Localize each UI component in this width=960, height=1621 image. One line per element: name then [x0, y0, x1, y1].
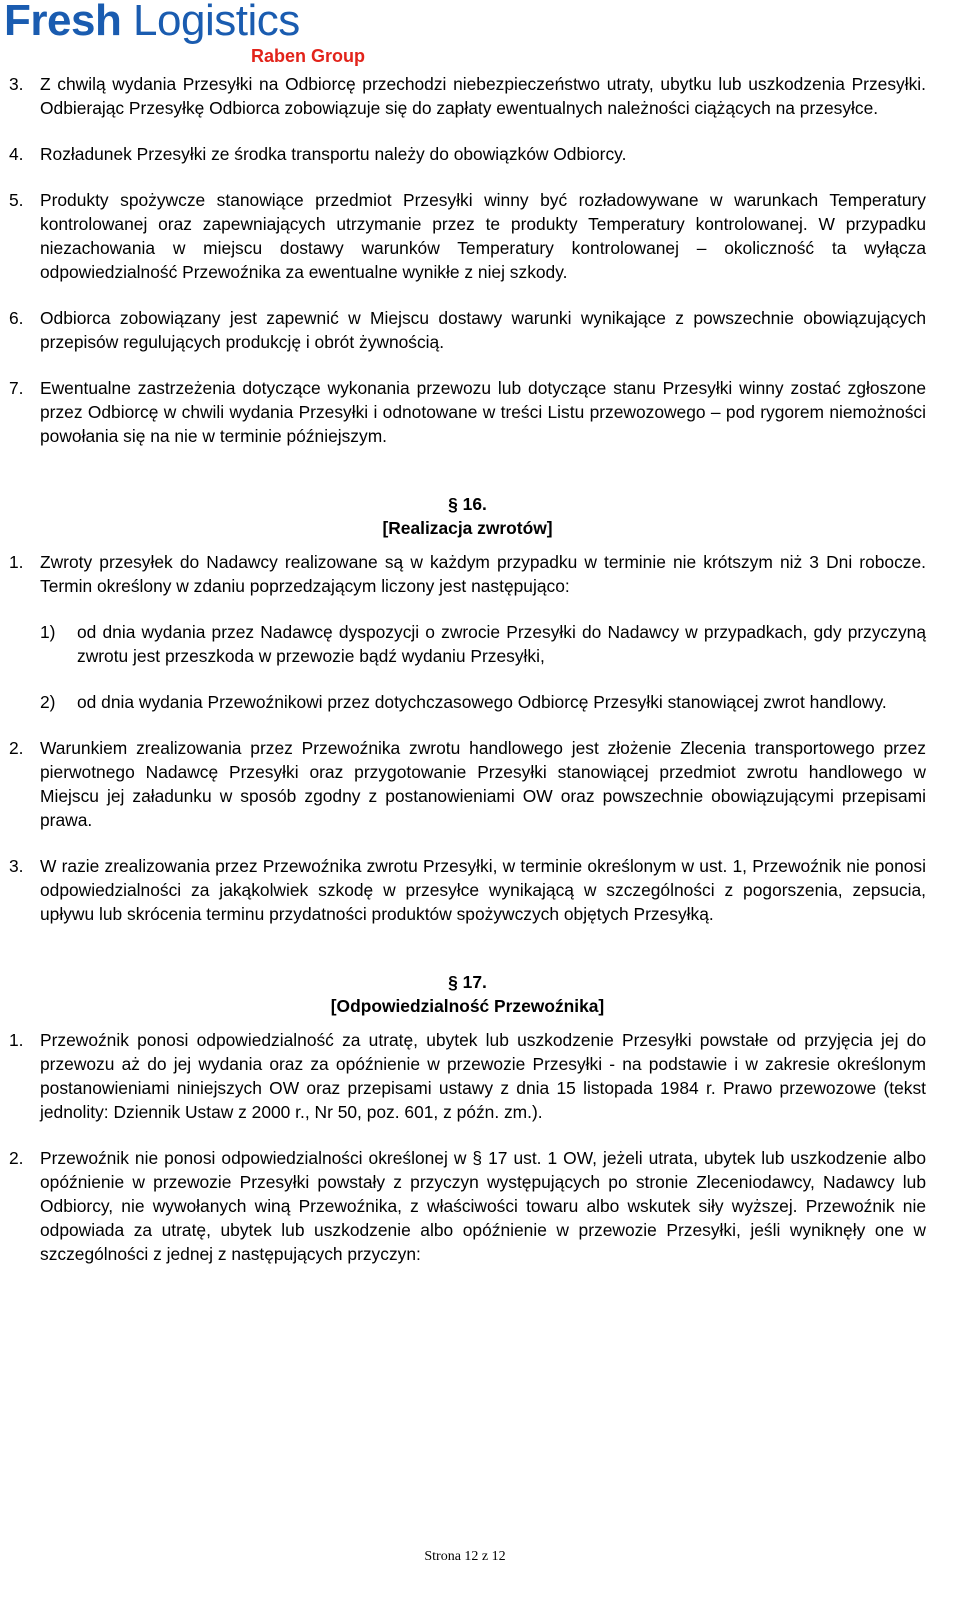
logo-brand-regular: Logistics — [121, 0, 300, 45]
sub-item-text: od dnia wydania przez Nadawcę dyspozycji o zwrocie Przesyłki do Nadawcy w przypadkach, gdy przyczyną zwrotu jest przeszkoda w przewozie bądź wydaniu Przesyłki, — [77, 622, 926, 666]
item-number: 7. — [9, 378, 24, 398]
list-item — [9, 736, 926, 832]
section-heading-16 — [9, 492, 926, 540]
logo-brand — [4, 0, 300, 46]
item-number: 1. — [9, 552, 24, 572]
sub-item-text: od dnia wydania Przewoźnikowi przez dotychczasowego Odbiorcę Przesyłki stanowiącej zwrot handlowy. — [77, 692, 887, 712]
page-footer: Strona 12 z 12 — [424, 1549, 506, 1564]
item-text: Produkty spożywcze stanowiące przedmiot Przesyłki winny być rozładowywane w warunkach Temperatury kontrolowanej oraz zapewniających utrzymanie przez te produkty Temperatury kontrolowanej. W przypadku niezachowania w miejscu dostawy warunków Temperatury kontrolowanej – okoliczność ta wyłącza odpowiedzialność Przewoźnika za ewentualne wynikłe z niej szkody. — [40, 190, 926, 282]
item-number: 1. — [9, 1030, 24, 1050]
item-number: 5. — [9, 190, 24, 210]
item-text: Przewoźnik nie ponosi odpowiedzialności określonej w § 17 ust. 1 OW, jeżeli utrata, ubytek lub uszkodzenie albo opóźnienie w przewozie Przesyłki powstały z przyczyn występujących po stronie Zleceniodawcy, Nadawcy lub Odbiorcy, nie wywołanych winą Przewoźnika, z właściwości towaru albo wskutek siły wyższej. Przewoźnik nie odpowiada za utratę, ubytek lub uszkodzenie albo opóźnienie w przewozie Przesyłki, jeśli wyniknęły one w szczególności z jednej z następujących przyczyn: — [40, 1148, 926, 1264]
list-item — [9, 854, 926, 926]
item-text: Warunkiem zrealizowania przez Przewoźnika zwrotu handlowego jest złożenie Zlecenia transportowego przez pierwotnego Nadawcę Przesyłki oraz przygotowanie Przesyłki stanowiącej przedmiot zwrotu handlowego w Miejscu jej załadunku w sposób zgodny z postanowieniami OW oraz powszechnie obowiązującymi przepisami prawa. — [40, 738, 926, 830]
section-title: [Realizacja zwrotów] — [382, 518, 553, 538]
item-text: Zwroty przesyłek do Nadawcy realizowane są w każdym przypadku w terminie nie krótszym niż 3 Dni robocze. Termin określony w zdaniu poprzedzającym liczony jest następująco: — [40, 552, 926, 596]
section-title: [Odpowiedzialność Przewoźnika] — [330, 996, 605, 1016]
section-heading-17 — [9, 970, 926, 1018]
item-text: W razie zrealizowania przez Przewoźnika zwrotu Przesyłki, w terminie określonym w ust. 1, Przewoźnik nie ponosi odpowiedzialności za jakąkolwiek szkodę w przesyłce wynikającą w szczególności z pogorszenia, zepsucia, upływu lub skrócenia terminu przydatności produktów spożywczych objętych Przesyłką. — [40, 856, 926, 924]
sub-item-number: 2) — [40, 692, 56, 712]
sub-list-item — [40, 620, 926, 668]
item-number: 2. — [9, 1148, 24, 1168]
item-number: 3. — [9, 856, 24, 876]
list-item — [9, 550, 926, 598]
item-number: 3. — [9, 74, 24, 94]
list-item — [9, 188, 926, 284]
sub-item-number: 1) — [40, 622, 56, 642]
item-number: 4. — [9, 144, 24, 164]
list-item — [9, 1146, 926, 1266]
logo-group: Raben Group — [251, 46, 366, 66]
list-item — [9, 376, 926, 448]
logo-brand-bold: Fresh — [4, 0, 122, 45]
section-number: § 16. — [448, 494, 487, 514]
document-body — [9, 72, 926, 1288]
item-text: Ewentualne zastrzeżenia dotyczące wykonania przewozu lub dotyczące stanu Przesyłki winny zostać zgłoszone przez Odbiorcę w chwili wydania Przesyłki i odnotowane w treści Listu przewozowego – pod rygorem niemożności powołania się na nie w terminie późniejszym. — [40, 378, 926, 446]
item-number: 6. — [9, 308, 24, 328]
item-text: Odbiorca zobowiązany jest zapewnić w Miejscu dostawy warunki wynikające z powszechnie obowiązujących przepisów regulujących produkcję i obrót żywnością. — [40, 308, 926, 352]
section-number: § 17. — [448, 972, 487, 992]
list-item — [9, 72, 926, 120]
company-logo — [4, 0, 384, 66]
list-item — [9, 1028, 926, 1124]
item-text: Przewoźnik ponosi odpowiedzialność za utratę, ubytek lub uszkodzenie Przesyłki powstałe od przyjęcia jej do przewozu aż do jej wydania oraz za opóźnienie w przewozie Przesyłki - na podstawie i w zakresie określonym postanowieniami niniejszych OW oraz przepisami ustawy z dnia 15 listopada 1984 r. Prawo przewozowe (tekst jednolity: Dziennik Ustaw z 2000 r., Nr 50, poz. 601, z późn. zm.). — [40, 1030, 926, 1122]
list-item — [9, 142, 926, 166]
sub-list-item — [40, 690, 926, 714]
item-text: Rozładunek Przesyłki ze środka transportu należy do obowiązków Odbiorcy. — [40, 144, 627, 164]
item-number: 2. — [9, 738, 24, 758]
list-item — [9, 306, 926, 354]
item-text: Z chwilą wydania Przesyłki na Odbiorcę przechodzi niebezpieczeństwo utraty, ubytku lub uszkodzenia Przesyłki. Odbierając Przesyłkę Odbiorca zobowiązuje się do zapłaty ewentualnych należności ciążących na przesyłce. — [40, 74, 926, 118]
